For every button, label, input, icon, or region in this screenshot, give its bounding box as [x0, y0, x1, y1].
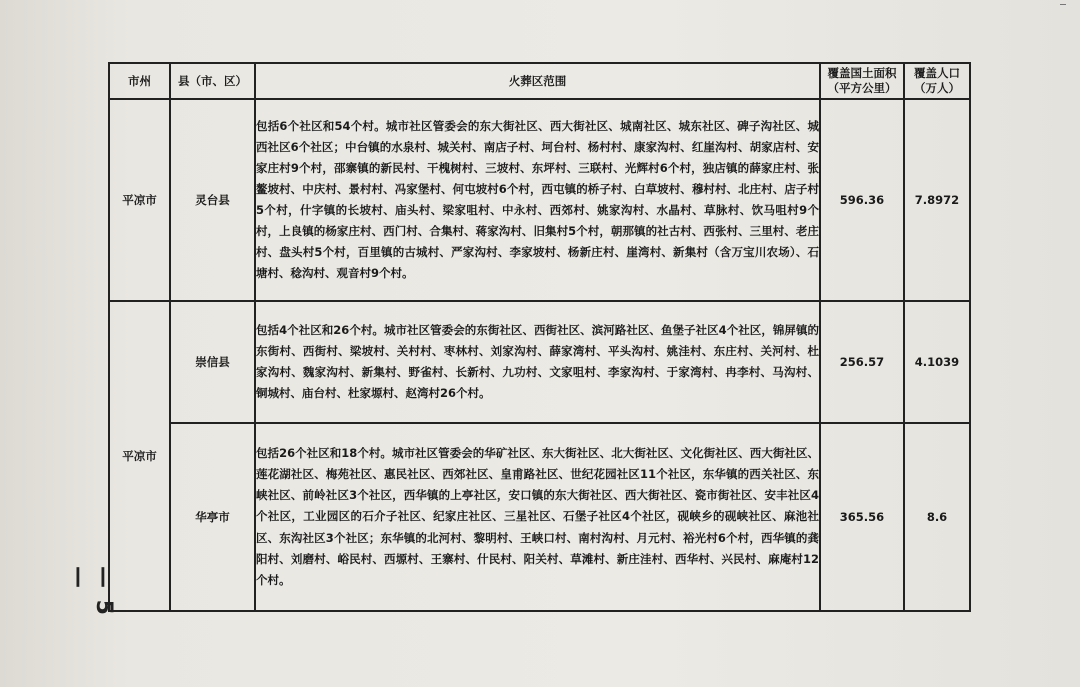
county-cell: 崇信县 [170, 301, 255, 423]
table-row [109, 423, 970, 611]
scope-text: 包括26个社区和18个村。城市社区管委会的华矿社区、东大街社区、北大街社区、文化街社区、西大街社区、莲花湖社区、梅苑社区、惠民社区、西郊社区、皇甫路社区、世纪花园社区11个社区，东华镇的西关社区、东峡社区、前岭社区3个社区，西华镇的上亭社区，安口镇的东大街社区、西大街社区、瓷市街社区、安丰社区4个社区，工业园区的石介子社区、纪家庄社区、三星社区、石堡子社区4个社区，砚峡乡的砚峡社区、麻池社区、东沟社区3个社区；东华镇的北河村、黎明村、王峡口村、南村沟村、月元村、裕光村6个村，西华镇的龚阳村、刘磨村、峪民村、西塬村、王寨村、什民村、阳关村、草滩村、新庄洼村、西华村、兴民村、麻庵村12个村。 [256, 446, 819, 587]
area-cell: 256.57 [820, 301, 904, 423]
scope-cell [255, 301, 820, 423]
population-cell: 7.8972 [904, 99, 970, 301]
header-county: 县（市、区） [170, 63, 255, 99]
header-population [904, 63, 970, 99]
scope-text: 包括4个社区和26个村。城市社区管委会的东街社区、西街社区、滨河路社区、鱼堡子社区4个社区，锦屏镇的东街村、西街村、梁坡村、关村村、枣林村、刘家沟村、薛家湾村、平头沟村、姚洼村、东庄村、关河村、杜家沟村、魏家沟村、新集村、野雀村、长新村、九功村、文家咀村、李家沟村、于家湾村、冉李村、马沟村、铜城村、庙台村、杜家塬村、赵湾村26个村。 [256, 322, 819, 401]
scope-cell [255, 99, 820, 301]
header-city: 市州 [109, 63, 170, 99]
table-row [109, 301, 970, 423]
header-area-line2: （平方公里） [827, 81, 897, 95]
cremation-area-table [108, 62, 971, 612]
scope-cell [255, 423, 820, 611]
population-cell: 8.6 [904, 423, 970, 611]
header-area [820, 63, 904, 99]
header-scope: 火葬区范围 [255, 63, 820, 99]
table-row [109, 99, 970, 301]
population-cell: 4.1039 [904, 301, 970, 423]
city-cell: 平凉市 [109, 99, 170, 301]
header-row [109, 63, 970, 99]
page-number: — 5 — [66, 566, 116, 617]
area-cell: 596.36 [820, 99, 904, 301]
county-cell: 灵台县 [170, 99, 255, 301]
header-population-line2: （万人） [914, 81, 960, 95]
scope-text: 包括6个社区和54个村。城市社区管委会的东大街社区、西大街社区、城南社区、城东社区、碑子沟社区、城西社区6个社区；中台镇的水泉村、城关村、南店子村、坷台村、杨村村、康家沟村、红崖沟村、胡家店村、安家庄村9个村，邵寨镇的新民村、干槐树村、三坡村、东坪村、三联村、光辉村6个村，独店镇的薛家庄村、张鳌坡村、中庆村、景村村、冯家堡村、何屯坡村6个村，西屯镇的桥子村、白草坡村、穆村村、北庄村、店子村5个村，什字镇的长坡村、庙头村、梁家咀村、中永村、西郊村、姚家沟村、水晶村、草脉村、饮马咀村9个村，上良镇的杨家庄村、西门村、合集村、蒋家沟村、旧集村5个村，朝那镇的社古村、西张村、三里村、老庄村、盘头村5个村，百里镇的古城村、严家沟村、李家坡村、杨新庄村、崖湾村、新集村（含万宝川农场）、石塘村、稔沟村、观音村9个村。 [256, 118, 819, 281]
area-cell: 365.56 [820, 423, 904, 611]
header-area-line1: 覆盖国土面积 [827, 66, 897, 80]
header-population-line1: 覆盖人口 [914, 66, 960, 80]
city-cell: 平凉市 [109, 301, 170, 611]
scan-mark [1060, 4, 1066, 5]
county-cell: 华亭市 [170, 423, 255, 611]
